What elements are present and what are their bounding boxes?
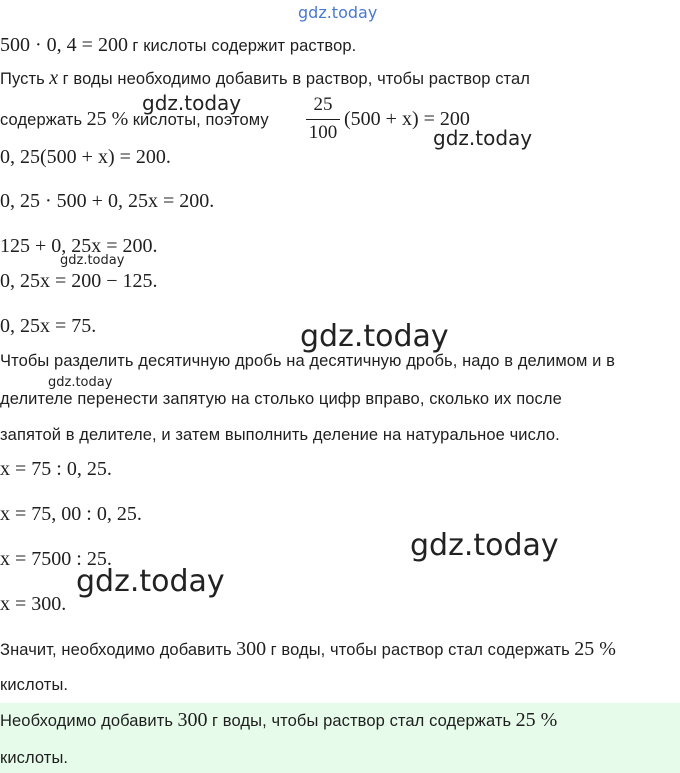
rule-line-1: Чтобы разделить десятичную дробь на десятичную дробь, надо в делимом и в [0, 352, 616, 370]
watermark: gdz.today [142, 91, 242, 115]
watermark-top: gdz.today [298, 3, 378, 22]
math-percent: 25 % [86, 108, 129, 130]
watermark: gdz.today [60, 253, 125, 268]
fraction-bar [306, 119, 340, 120]
equation-7: x = 75, 00 : 0, 25. [0, 503, 142, 525]
text: Необходимо добавить [0, 712, 174, 730]
math-number: 300 [177, 709, 208, 731]
text: г воды необходимо добавить в раствор, чтобы раствор стал [62, 70, 531, 88]
equation-5: 0, 25x = 75. [0, 315, 97, 337]
watermark: gdz.today [410, 528, 559, 563]
rule-line-2: делителе перенести запятую на столько цифр вправо, сколько их после [0, 390, 562, 408]
rule-line-3: запятой в делителе, и затем выполнить деление на натуральное число. [0, 426, 560, 444]
equation-1: 0, 25(500 + x) = 200. [0, 146, 171, 168]
answer-line-2: кислоты. [0, 749, 69, 767]
equation-4: 0, 25x = 200 − 125. [0, 270, 158, 292]
fraction-denominator: 100 [308, 122, 338, 143]
math-percent: 25 % [574, 638, 616, 660]
conclusion-line-2: кислоты. [0, 676, 69, 694]
equation-3: 125 + 0, 25x = 200. [0, 235, 158, 257]
conclusion-line-1 [0, 638, 616, 661]
equation-6: x = 75 : 0, 25. [0, 458, 112, 480]
watermark: gdz.today [300, 319, 449, 354]
math-number: 300 [236, 638, 267, 660]
text: Значит, необходимо добавить [0, 641, 232, 659]
equation-2: 0, 25 · 500 + 0, 25x = 200. [0, 190, 215, 212]
solution-line-2 [0, 67, 530, 90]
fraction-numerator: 25 [313, 94, 333, 115]
text: Пусть [0, 70, 45, 88]
watermark: gdz.today [76, 564, 225, 599]
math-variable: x [49, 67, 59, 89]
answer-line-1 [0, 709, 557, 732]
text: кислоты, поэтому [132, 111, 269, 129]
text: содержать [0, 111, 83, 129]
answer-box [0, 703, 680, 773]
solution-line-1 [0, 34, 356, 57]
text: г воды, чтобы раствор стал содержать [212, 712, 512, 730]
text: г воды, чтобы раствор стал содержать [270, 641, 570, 659]
math-percent: 25 % [515, 709, 558, 731]
watermark: gdz.today [433, 126, 533, 150]
text: г кислоты содержит раствор. [132, 37, 357, 55]
math-expression: (500 + x) = 200 [344, 108, 470, 130]
equation-9: x = 300. [0, 593, 67, 615]
watermark: gdz.today [48, 375, 113, 390]
math-expression: 500 · 0, 4 = 200 [0, 34, 128, 56]
equation-8: x = 7500 : 25. [0, 548, 112, 570]
